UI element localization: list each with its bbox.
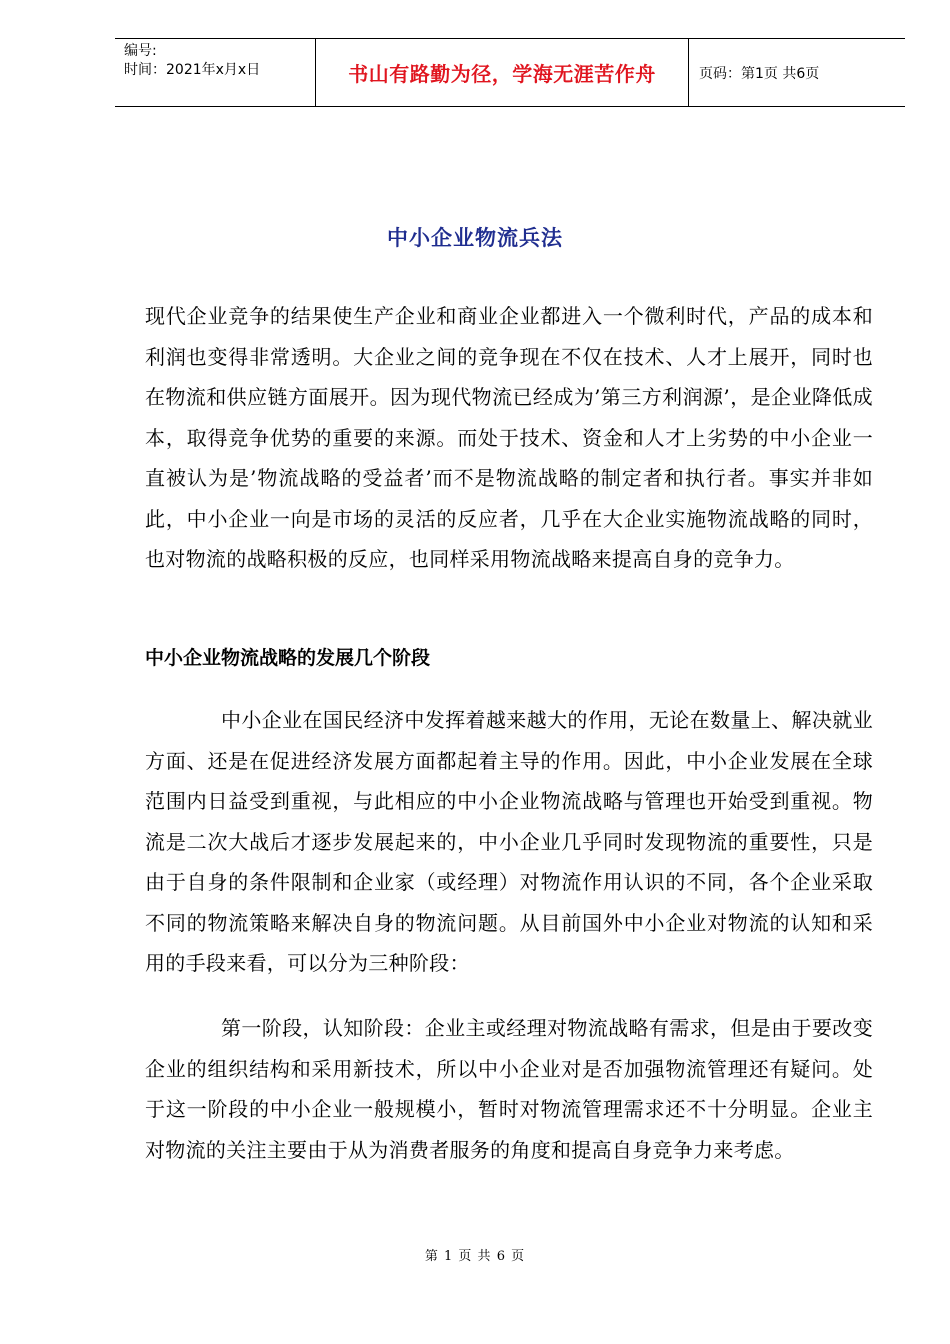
time-label: 时间：2021年x月x日 [124,62,261,78]
motto-text: 书山有路勤为径，学海无涯苦作舟 [348,62,656,86]
page-footer: 第 1 页 共 6 页 [424,1249,526,1264]
page-header [115,38,905,107]
intro-paragraph: 现代企业竞争的结果使生产企业和商业企业都进入一个微利时代，产品的成本和利润也变得非常透明。大企业之间的竞争现在不仅在技术、人才上展开，同时也在物流和供应链方面展开。因为现代物流已经成为’第三方利润源’，是企业降低成本，取得竞争优势的重要的来源。而处于技术、资金和人才上劣势的中小企业一直被认为是’物流战略的受益者’而不是物流战略的制定者和执行者。事实并非如此，中小企业一向是市场的灵活的反应者，几乎在大企业实施物流战略的同时，也对物流的战略积极的反应，也同样采用物流战略来提高自身的竞争力。 [145,304,873,571]
document-title: 中小企业物流兵法 [387,225,563,250]
header-page-cell [689,39,905,106]
section-paragraph-1: 中小企业在国民经济中发挥着越来越大的作用，无论在数量上、解决就业方面、还是在促进经济发展方面都起着主导的作用。因此，中小企业发展在全球范围内日益受到重视，与此相应的中小企业物流战略与管理也开始受到重视。物流是二次大战后才逐步发展起来的，中小企业几乎同时发现物流的重要性，只是由于自身的条件限制和企业家（或经理）对物流作用认识的不同，各个企业采取不同的物流策略来解决自身的物流问题。从目前国外中小企业对物流的认知和采用的手段来看，可以分为三种阶段： [145,708,873,975]
section-heading: 中小企业物流战略的发展几个阶段 [145,647,431,669]
section-paragraph-2: 第一阶段，认知阶段：企业主或经理对物流战略有需求，但是由于要改变企业的组织结构和采用新技术，所以中小企业对是否加强物流管理还有疑问。处于这一阶段的中小企业一般规模小，暂时对物流管理需求还不十分明显。企业主对物流的关注主要由于从为消费者服务的角度和提高自身竞争力来考虑。 [145,1016,873,1162]
serial-label: 编号: [124,43,157,59]
header-page-info: 页码：第1页 共6页 [699,65,820,82]
header-meta-cell [115,39,316,106]
header-motto-cell [316,39,689,106]
